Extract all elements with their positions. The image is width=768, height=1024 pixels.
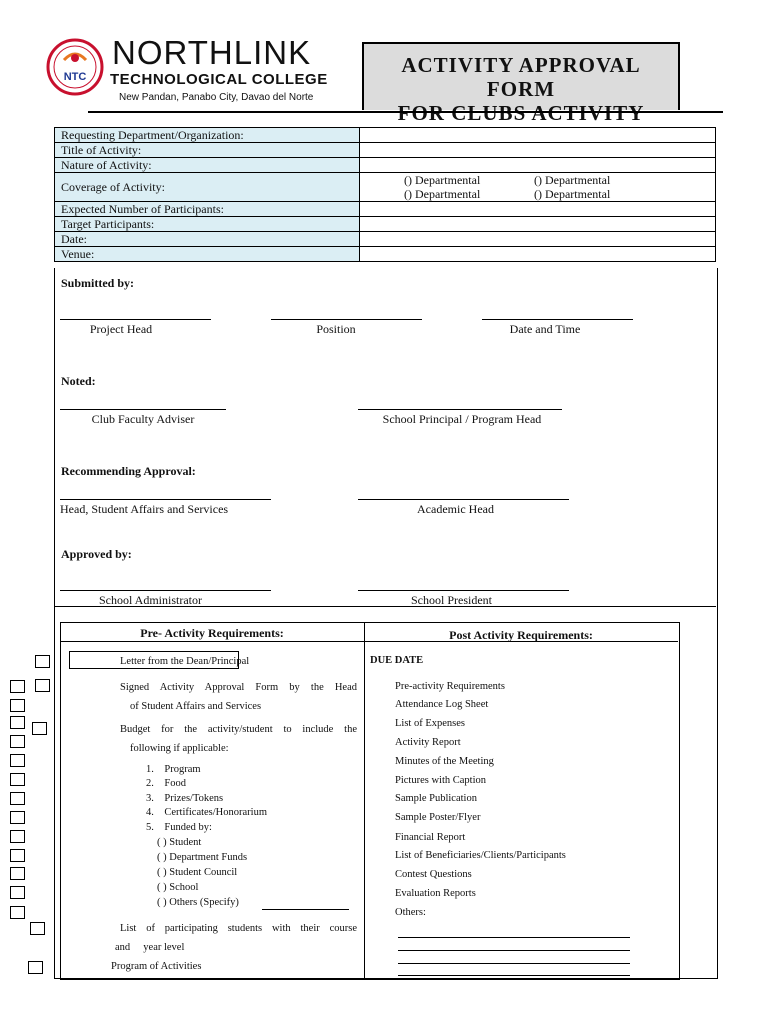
header-divider <box>88 111 723 113</box>
submitted-by-heading: Submitted by: <box>61 276 135 290</box>
post-item: List of Expenses <box>395 718 465 729</box>
signature-line[interactable] <box>358 590 569 591</box>
form-title-line-2: FORM <box>486 77 556 101</box>
signature-line[interactable] <box>60 409 226 410</box>
target-field[interactable] <box>360 217 716 232</box>
checkbox[interactable] <box>35 679 50 692</box>
checkbox[interactable] <box>32 722 47 735</box>
checkbox[interactable] <box>10 830 25 843</box>
checkbox[interactable] <box>10 699 25 712</box>
checkbox[interactable] <box>28 961 43 974</box>
venue-label: Venue: <box>55 247 360 262</box>
post-item: Sample Publication <box>395 793 477 804</box>
checkbox[interactable] <box>10 792 25 805</box>
form-title-box <box>362 42 680 125</box>
post-item: Financial Report <box>395 832 466 843</box>
checkbox[interactable] <box>35 655 50 668</box>
form-title-line-1: ACTIVITY APPROVAL <box>401 53 641 77</box>
section-divider <box>54 606 716 607</box>
checkbox[interactable] <box>10 811 25 824</box>
signature-line[interactable] <box>60 499 271 500</box>
post-item: Contest Questions <box>395 869 472 880</box>
funded-option[interactable]: ( ) Department Funds <box>157 852 248 863</box>
post-item: Attendance Log Sheet <box>395 699 489 710</box>
school-name: NORTHLINK <box>112 34 312 71</box>
date-label: Date: <box>55 232 360 247</box>
checkbox[interactable] <box>10 849 25 862</box>
coverage-option[interactable]: () Departmental <box>534 173 611 187</box>
due-date-label: DUE DATE <box>370 655 424 666</box>
position-label: Position <box>316 322 356 336</box>
checkbox[interactable] <box>10 754 25 767</box>
funded-option[interactable]: ( ) Student Council <box>157 867 238 878</box>
pre-item-participants-cont: and year level <box>115 942 185 953</box>
form-title-line-3: FOR CLUBS ACTIVITY <box>397 101 645 125</box>
budget-list-item: 4. Certificates/Honorarium <box>146 807 268 818</box>
signature-line[interactable] <box>482 319 633 320</box>
others-line[interactable] <box>398 950 630 951</box>
budget-list-item: 3. Prizes/Tokens <box>146 793 224 804</box>
school-subtitle: TECHNOLOGICAL COLLEGE <box>110 71 328 88</box>
title-label: Title of Activity: <box>55 143 360 158</box>
post-item: Others: <box>395 907 426 918</box>
recommending-heading: Recommending Approval: <box>61 464 196 478</box>
checkbox[interactable] <box>10 773 25 786</box>
date-time-label: Date and Time <box>509 322 581 336</box>
checkbox[interactable] <box>10 716 25 729</box>
pre-item-signed-cont: of Student Affairs and Services <box>130 701 262 712</box>
pre-item-budget-cont: following if applicable: <box>130 743 229 754</box>
pre-item-program: Program of Activities <box>111 961 202 972</box>
post-item: Evaluation Reports <box>395 888 476 899</box>
principal-label: School Principal / Program Head <box>382 412 542 426</box>
date-field[interactable] <box>360 232 716 247</box>
pre-item-participants: List of participating students with their course <box>120 923 357 934</box>
checkbox[interactable] <box>10 735 25 748</box>
signature-line[interactable] <box>60 590 271 591</box>
post-item: Pictures with Caption <box>395 775 486 786</box>
post-item: Minutes of the Meeting <box>395 756 494 767</box>
coverage-option[interactable]: () Departmental <box>404 173 481 187</box>
budget-list-item: 5. Funded by: <box>146 822 212 833</box>
signature-line[interactable] <box>60 319 211 320</box>
post-item: Pre-activity Requirements <box>395 681 505 692</box>
pre-item-signed: Signed Activity Approval Form by the Head <box>120 682 357 693</box>
coverage-option[interactable]: () Departmental <box>404 187 481 201</box>
nature-field[interactable] <box>360 158 716 173</box>
post-item: List of Beneficiaries/Clients/Participants <box>395 850 566 861</box>
checkbox[interactable] <box>10 886 25 899</box>
coverage-label: Coverage of Activity: <box>55 173 360 202</box>
checkbox[interactable] <box>10 680 25 693</box>
post-item: Sample Poster/Flyer <box>395 812 481 823</box>
post-item: Activity Report <box>395 737 461 748</box>
expected-label: Expected Number of Participants: <box>55 202 360 217</box>
funded-option[interactable]: ( ) Student <box>157 837 202 848</box>
approved-by-heading: Approved by: <box>61 547 132 561</box>
college-logo <box>46 38 104 96</box>
others-line[interactable] <box>398 975 630 976</box>
signature-line[interactable] <box>358 499 569 500</box>
others-line[interactable] <box>398 937 630 938</box>
academic-head-label: Academic Head <box>417 502 494 516</box>
expected-field[interactable] <box>360 202 716 217</box>
title-field[interactable] <box>360 143 716 158</box>
pre-item-budget: Budget for the activity/student to include the <box>120 724 357 735</box>
funded-option[interactable]: ( ) Others (Specify) <box>157 897 239 908</box>
head-sas-label: Head, Student Affairs and Services <box>60 502 229 516</box>
requirements-column-divider <box>364 622 365 978</box>
checkbox[interactable] <box>10 867 25 880</box>
noted-heading: Noted: <box>61 374 96 388</box>
requesting-field[interactable] <box>360 128 716 143</box>
funded-option[interactable]: ( ) School <box>157 882 199 893</box>
budget-list-item: 2. Food <box>146 778 186 789</box>
administrator-label: School Administrator <box>99 593 202 607</box>
pre-item-letter: Letter from the Dean/Principal <box>120 656 250 667</box>
signature-line[interactable] <box>358 409 562 410</box>
nature-label: Nature of Activity: <box>55 158 360 173</box>
school-address: New Pandan, Panabo City, Davao del Norte <box>119 92 314 103</box>
budget-list-item: 1. Program <box>146 764 201 775</box>
post-activity-header: Post Activity Requirements: <box>449 628 593 642</box>
checkbox[interactable] <box>30 922 45 935</box>
president-label: School President <box>411 593 492 607</box>
pre-activity-header: Pre- Activity Requirements: <box>140 626 284 640</box>
activity-info-table <box>54 127 716 262</box>
checkbox[interactable] <box>10 906 25 919</box>
coverage-options <box>360 173 716 202</box>
others-specify-line[interactable] <box>262 909 349 910</box>
club-adviser-label: Club Faculty Adviser <box>91 412 195 426</box>
target-label: Target Participants: <box>55 217 360 232</box>
signature-line[interactable] <box>271 319 422 320</box>
venue-field[interactable] <box>360 247 716 262</box>
project-head-label: Project Head <box>89 322 153 336</box>
svg-text:NTC: NTC <box>63 71 87 83</box>
requesting-label: Requesting Department/Organization: <box>55 128 360 143</box>
others-line[interactable] <box>398 963 630 964</box>
coverage-option[interactable]: () Departmental <box>534 187 611 201</box>
